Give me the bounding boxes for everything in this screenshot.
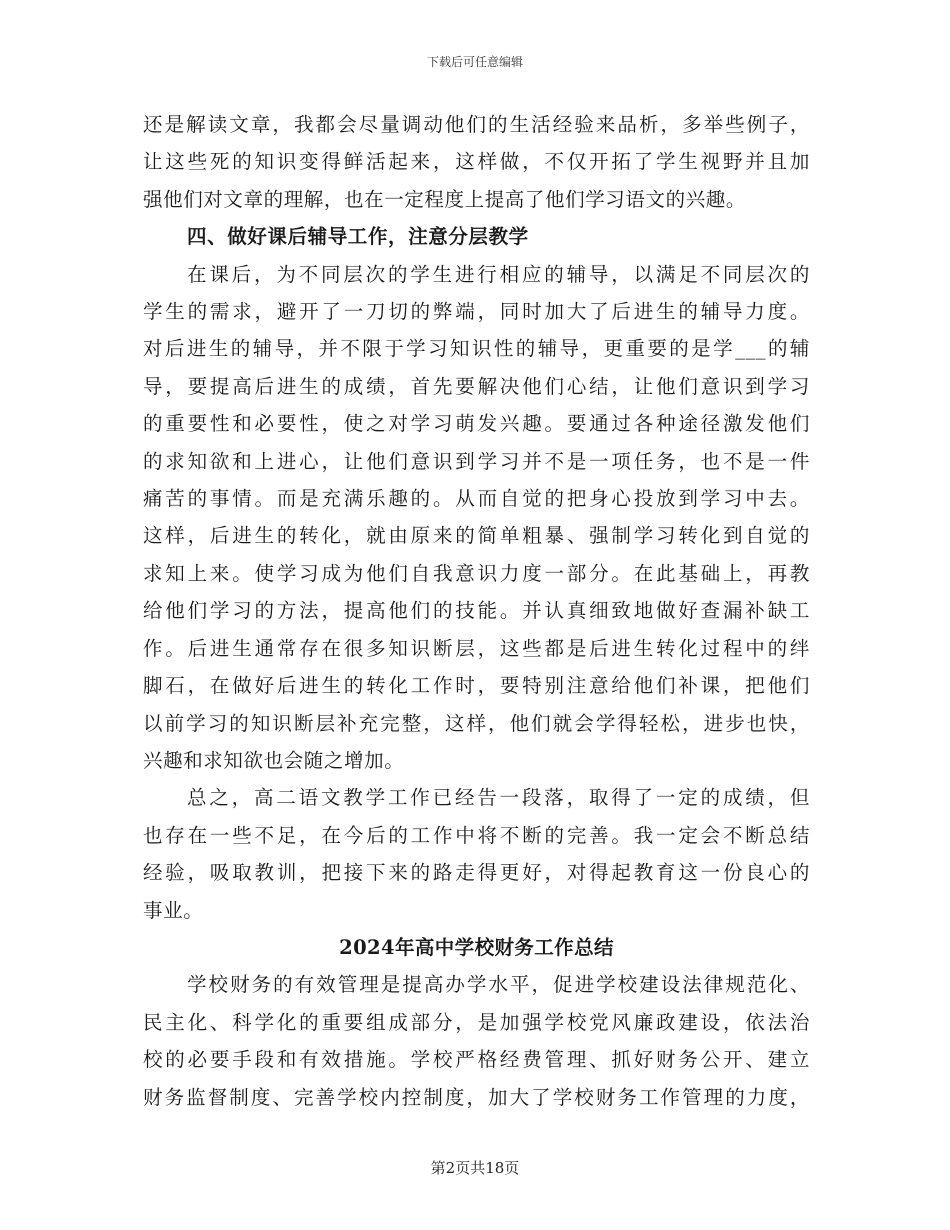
page-header: 下载后可任意编辑 <box>426 55 523 69</box>
text-line: 脚石，在做好后进生的转化工作时，要特别注意给他们补课，把他们 <box>143 674 810 698</box>
document-title: 2024年高中学校财务工作总结 <box>339 935 614 959</box>
text-line: 强他们对文章的理解，也在一定程度上提高了他们学习语文的兴趣。 <box>143 187 747 211</box>
text-line: 校的必要手段和有效措施。学校严格经费管理、抓好财务公开、建立 <box>143 1048 810 1072</box>
text-line: 学生的需求，避开了一刀切的弊端，同时加大了后进生的辅导力度。 <box>143 300 810 324</box>
text-line: 财务监督制度、完善学校内控制度，加大了学校财务工作管理的力度， <box>143 1085 810 1109</box>
text-line: 学校财务的有效管理是提高办学水平，促进学校建设法律规范化、 <box>187 973 810 997</box>
text-line: 求知上来。使学习成为他们自我意识力度一部分。在此基础上，再教 <box>143 561 810 585</box>
paragraph-tutoring <box>143 256 810 780</box>
text-line: 以前学习的知识断层补充完整，这样，他们就会学得轻松，进步也快， <box>143 711 810 735</box>
text-line: 对后进生的辅导，并不限于学习知识性的辅导，更重要的是学___的辅 <box>143 337 810 361</box>
paragraph-summary <box>143 779 810 929</box>
section-heading: 四、做好课后辅导工作，注意分层教学 <box>187 225 529 249</box>
text-line: 总之，高二语文教学工作已经告一段落，取得了一定的成绩，但 <box>187 786 810 810</box>
page-number-footer: 第2页共18页 <box>430 1159 520 1177</box>
text-line: 导，要提高后进生的成绩，首先要解决他们心结，让他们意识到学习 <box>143 374 810 398</box>
text-line: 作。后进生通常存在很多知识断层，这些都是后进生转化过程中的绊 <box>143 636 810 660</box>
text-line: 给他们学习的方法，提高他们的技能。并认真细致地做好查漏补缺工 <box>143 599 810 623</box>
text-line: 经验，吸取教训，把接下来的路走得更好，对得起教育这一份良心的 <box>143 861 810 885</box>
text-line: 这样，后进生的转化，就由原来的简单粗暴、强制学习转化到自觉的 <box>143 524 810 548</box>
paragraph-finance <box>143 966 810 1116</box>
document-body <box>143 106 810 1116</box>
text-line: 在课后，为不同层次的学生进行相应的辅导，以满足不同层次的 <box>187 262 810 286</box>
text-line: 兴趣和求知欲也会随之增加。 <box>143 748 405 772</box>
text-line: 还是解读文章，我都会尽量调动他们的生活经验来品析，多举些例子， <box>143 113 810 136</box>
text-line: 的重要性和必要性，使之对学习萌发兴趣。要通过各种途径激发他们 <box>143 412 810 436</box>
text-line: 也存在一些不足，在今后的工作中将不断的完善。我一定会不断总结 <box>143 823 810 847</box>
text-line: 让这些死的知识变得鲜活起来，这样做，不仅开拓了学生视野并且加 <box>143 150 810 174</box>
text-line: 民主化、科学化的重要组成部分，是加强学校党风廉政建设，依法治 <box>143 1010 810 1034</box>
text-line: 痛苦的事情。而是充满乐趣的。从而自觉的把身心投放到学习中去。 <box>143 487 810 511</box>
paragraph-continued <box>143 106 810 218</box>
text-line: 的求知欲和上进心，让他们意识到学习并不是一项任务，也不是一件 <box>143 449 810 473</box>
text-line: 事业。 <box>143 898 204 922</box>
